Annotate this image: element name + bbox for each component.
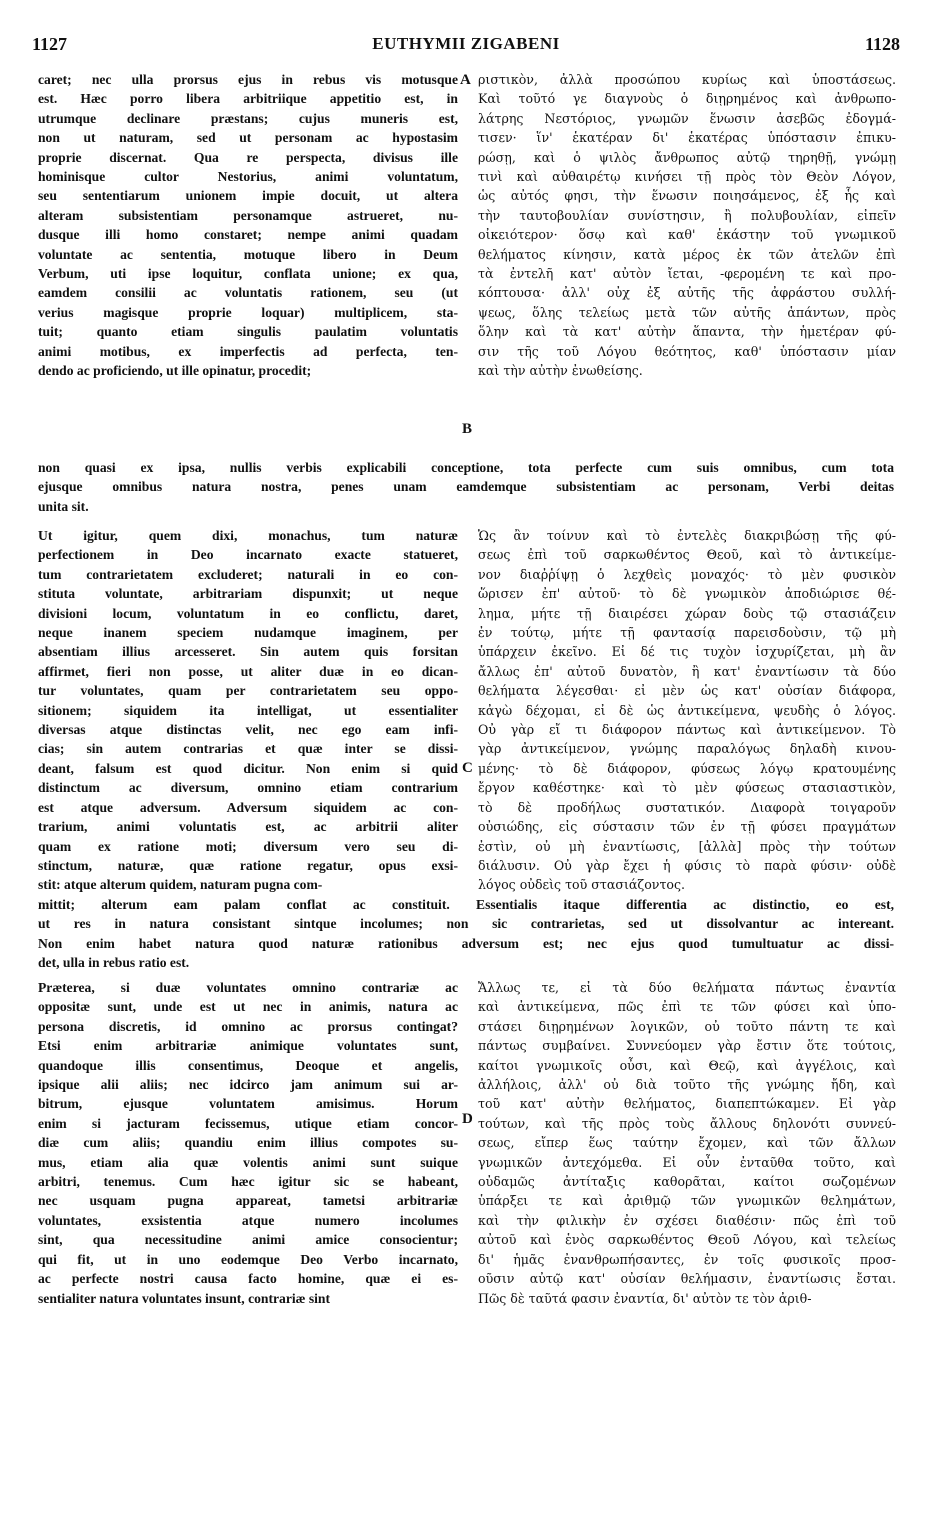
- text-line: Ὡς ἂν τοίνυν καὶ τὸ ἐντελὲς διακριβώσῃ τῆς φύ-: [478, 528, 896, 543]
- text-line: Ut igitur, quem dixi, monachus, tum naturæ: [38, 528, 458, 543]
- text-line: absentiam illius arcesseret. Sin autem quis forsitan: [38, 644, 458, 660]
- text-line: mus, etiam alia quæ volentis animi sunt suique: [38, 1154, 458, 1170]
- text-line: proprie discernat. Qua re perspecta, divisus ille: [38, 149, 458, 165]
- text-line: cias; sin autem contrarias et quæ inter se dissi-: [38, 741, 458, 757]
- text-line: οὐσιώδης, εἰς σύστασιν τῶν ἐν τῇ φύσει πραγμάτων: [478, 819, 896, 835]
- text-line: ρώσῃ, καὶ ὁ ψιλὸς ἄνθρωπος αὐτῷ τηρηθῇ, γνώμῃ: [478, 149, 896, 165]
- text-line: distinctum ac diversum, omnino etiam contrarium: [38, 780, 458, 796]
- greek-column-3: [478, 978, 896, 1308]
- text-line: divisioni locum, voluntatum in eo conflictu, daret,: [38, 605, 458, 621]
- text-line: θελήματος κίνησιν, κατὰ μέρος ἐκ τῶν ἀτελῶν ἐπὶ: [478, 246, 896, 262]
- text-line: animi motibus, ex imperfectis ad perfecta, ten-: [38, 343, 458, 359]
- section-marker-d: D: [462, 1111, 473, 1127]
- text-line: quam ex ratione moti; diversum vero seu di-: [38, 838, 458, 854]
- text-line: ac perfecte nostri causa facto homine, quæ ei es-: [38, 1271, 458, 1287]
- text-line: λόγος οὐδεὶς τοῦ στασιάζοντος.: [478, 877, 686, 893]
- text-line: neque inanem speciem nudamque imaginem, per: [38, 625, 458, 641]
- text-line: νον διαῤῥίψῃ ὁ λεχθεὶς μοναχός· τὸ μὲν φυσικὸν: [478, 566, 896, 582]
- text-line: hominisque cultor Nestorius, animi voluntatum,: [38, 169, 458, 185]
- text-line: non ut naturam, sed ut personam ac hypostasim: [38, 130, 458, 146]
- text-line: bitrum, ejusque voluntatem amisimus. Horum: [38, 1096, 458, 1112]
- text-line: ἔργον καθέστηκε· καὶ τὸ μὲν φύσεως στασιαστικὸν,: [478, 780, 896, 796]
- text-line: alteram subsistentiam personamque astrueret, nu-: [38, 207, 458, 223]
- text-line: καὶ τὴν φιλικὴν ἐν σχέσει διαθέσιν· πῶς ἐπὶ τοῦ: [478, 1212, 896, 1228]
- text-line: voluntates, exsistentia atque numero incolumes: [38, 1212, 458, 1228]
- text-line: τούτων, καὶ τῆς πρὸς τοὺς ἄλλους δηλονότι συννεύ-: [478, 1115, 896, 1131]
- text-line: det, ulla in rebus ratio est.: [38, 955, 190, 971]
- page-number-right: 1128: [864, 34, 900, 54]
- text-line: unita sit.: [38, 498, 89, 514]
- section-marker-a: A: [460, 72, 471, 88]
- text-line: ὅλην καὶ τὰ κατ' αὐτὴν ἅπαντα, τὴν ἡμετέραν φύ-: [478, 324, 896, 340]
- text-line: non quasi ex ipsa, nullis verbis explicabili conceptione, tota perfecte cum suis omnibus, cum tota: [38, 460, 894, 475]
- text-line: τινὶ καὶ αὐθαιρέτῳ κινήσει τῇ πρὸς τὸν Θεὸν Λόγον,: [478, 169, 896, 185]
- text-line: persona discretis, id omnino ac prorsus contingat?: [38, 1018, 458, 1034]
- text-line: qui fit, ut in uno eodemque Deo Verbo incarnato,: [38, 1251, 458, 1267]
- text-line: αὐτοῦ καὶ ἑνὸς σαρκωθέντος Θεοῦ Λόγου, καὶ τελείως: [478, 1232, 896, 1248]
- text-line: tuit; quanto etiam singulis paulatim voluntatis: [38, 324, 458, 340]
- text-line: ὡς αὐτός φησι, τὴν ἕνωσιν ποιησάμενος, ἐξ ἧς καὶ: [478, 188, 896, 204]
- text-line: Verbum, uti ipse loquitur, conflata unione; ex qua,: [38, 266, 458, 282]
- latin-column-3: [38, 978, 458, 1308]
- latin-column-1: [38, 70, 458, 381]
- text-line: diæ cum aliis; quandiu enim illius compotes su-: [38, 1135, 458, 1151]
- text-line: stit: atque alterum quidem, naturam pugna com-: [38, 877, 323, 893]
- text-line: est atque adversum. Adversum siquidem ac con-: [38, 799, 458, 815]
- text-line: τὸ δὲ προδήλως συστατικόν. Διαφορὰ τοιγαροῦν: [478, 799, 896, 815]
- text-line: mittit; alterum eam palam conflat ac constituit. Essentialis itaque differentia ac distinctio, eo est,: [38, 897, 894, 912]
- text-line: καὶ ἀντικείμενα, πῶς ἐπὶ τε τῶν φύσει καὶ ὑπο-: [478, 999, 896, 1015]
- text-line: πάντως συμβαίνει. Συννεύομεν γὰρ ἔστιν ὅτε τούτοις,: [478, 1038, 896, 1054]
- text-line: γὰρ ἀντικείμενον, γνώμης παραλόγως δηλαδὴ κινου-: [478, 741, 896, 757]
- text-line: οῦσιν αὐτῷ κατ' οὐσίαν θελήμασιν, ἐναντίωσις ἔσται.: [478, 1271, 896, 1287]
- text-line: ἀλλήλοις, ἀλλ' οὐ διὰ τοῦτο τῆς γνώμης ἤδη, καὶ: [478, 1077, 896, 1093]
- text-line: dendo ac proficiendo, ut ille opinatur, procedit;: [38, 363, 312, 379]
- text-line: ἐστὶν, οὐ μὴ ἐναντίωσις, [ἀλλὰ] πρὸς τὴν τούτων: [478, 838, 896, 854]
- text-line: Non enim habet natura quod naturæ rationibus adversum est; nec ejus quod tumultuatur ac dissi-: [38, 935, 894, 951]
- text-line: ὑπάρχειν ἐκεῖνο. Εἰ δέ τις τυχὸν ἰσχυρίζεται, μὴ ἂν: [478, 644, 896, 660]
- greek-column-2: [478, 526, 896, 895]
- text-line: eamdem consilii ac voluntatis rationem, seu (ut: [38, 285, 458, 301]
- text-line: ἐν τούτῳ, μήτε τῇ φαντασίᾳ παρεισδοὺσιν, τῷ μὴ: [478, 625, 896, 641]
- text-line: diversas atque distinctas velit, nec ego eam infi-: [38, 722, 458, 738]
- text-line: ριστικὸν, ἀλλὰ προσώπου κυρίως καὶ ὑποστάσεως.: [478, 72, 896, 87]
- full-width-text-2: [38, 895, 894, 973]
- text-line: σεως, εἴπερ ἕως ταύτην ἔχομεν, καὶ τῶν ἄλλων: [478, 1135, 896, 1151]
- text-line: stinctum, naturæ, quæ ratione regatur, opus exsi-: [38, 857, 458, 873]
- text-line: καίτοι γνωμικοῖς οὖσι, καὶ Θεῷ, καὶ ἀγγέλοις, καὶ: [478, 1057, 896, 1073]
- text-line: utrumque declinare præstans; cujus muneris est,: [38, 110, 458, 126]
- text-line: κἀγὼ δέχομαι, εἰ δὲ ὡς ἀντικείμενα, ψευδὴς ὁ λόγος.: [478, 702, 896, 718]
- text-line: γνωμικῶν ἀντεχόμεθα. Εἰ οὖν ἐνταῦθα τοῦτο, καὶ: [478, 1154, 896, 1170]
- text-line: θελήματα λέγεσθαι· εἰ μὲν ὡς κατ' οὐσίαν διάφορα,: [478, 683, 896, 699]
- text-line: ipsique alii aliis; nec idcirco jam animum sui ar-: [38, 1077, 458, 1093]
- text-line: διάλυσιν. Οὐ γὰρ ἔχει ἡ φύσις τὸ παρὰ φύσιν· οὐδὲ: [478, 857, 896, 873]
- text-line: arbitri, tenemus. Cum hæc igitur sic se habeant,: [38, 1174, 458, 1190]
- text-line: Præterea, si duæ voluntates omnino contrariæ ac: [38, 980, 458, 995]
- text-line: sentialiter natura voluntates insunt, contrariæ sint: [38, 1290, 331, 1306]
- text-line: οὐδαμῶς ἀντίταξις καθορᾶται, καίτοι σωζομένων: [478, 1174, 896, 1190]
- greek-column-1: [478, 70, 896, 381]
- text-line: κόπτουσα· ἀλλ' οὐχ ἐξ αὐτῆς τῆς ἀφράστου συλλή-: [478, 285, 896, 301]
- text-line: ψεως, ὅλης τελείως μετὰ τῶν αὐτῆς ἁπάντων, πρὸς: [478, 304, 896, 320]
- text-line: perfectionem in Deo incarnato exacte statueret,: [38, 547, 458, 563]
- text-line: Etsi enim arbitrariæ animique voluntates sunt,: [38, 1038, 458, 1054]
- text-line: seu sententiarum unionem impie docuit, ut altera: [38, 188, 458, 204]
- text-line: sitionem; siquidem ita intelligat, ut essentialiter: [38, 702, 458, 718]
- text-line: affirmet, fieri non posse, ut aliter duæ in eo dican-: [38, 663, 458, 679]
- text-line: σιν τῆς τοῦ Λόγου θεότητος, καθ' ὑπόστασιν μίαν: [478, 343, 896, 359]
- text-line: Πῶς δὲ ταῦτά φασιν ἐναντία, δι' αὐτὸν τε τὸν ἀριθ-: [478, 1290, 812, 1306]
- text-line: ὑπάρξει τε καὶ ἀριθμῷ τῶν γνωμικῶν θελημάτων,: [478, 1193, 896, 1209]
- section-marker-c: C: [462, 760, 473, 776]
- text-line: ἄλλως ἐπ' αὐτοῦ δυνατὸν, ἢ κατ' ἐναντίωσιν τὰ δύο: [478, 663, 896, 679]
- text-line: trarium, animi voluntatis est, ac arbitrii aliter: [38, 819, 458, 835]
- text-line: deant, falsum est quod dicitur. Non enim si quid: [38, 760, 458, 776]
- text-line: οἰκειότερον· ὅσῳ καὶ καθ' ἑκάστην τοῦ γνωμικοῦ: [478, 227, 896, 243]
- text-line: λάτρης Νεστόριος, γνωμῶν ἕνωσιν ἀσεβῶς ἐδογμά-: [478, 110, 896, 126]
- text-line: voluntate ac sententia, motuque libero in Deum: [38, 246, 458, 262]
- text-line: verius magisque proprie loquar) multiplicem, sta-: [38, 304, 458, 320]
- text-line: stituta voluntate, arbitrariam dispunxit; ut neque: [38, 586, 458, 602]
- text-line: dusque illi homo constaret; nempe animi quadam: [38, 227, 458, 243]
- text-line: caret; nec ulla prorsus ejus in rebus vis motusque: [38, 72, 458, 87]
- text-line: enim si jacturam fecissemus, utique etiam concor-: [38, 1115, 458, 1131]
- text-line: μένης· τὸ δὲ διάφορον, φύσεως λόγῳ κρατουμένης: [478, 760, 896, 776]
- text-line: tur voluntates, quam per contrarietatem seu oppo-: [38, 683, 458, 699]
- page-number-left: 1127: [32, 34, 68, 54]
- text-line: Καὶ τοῦτό γε διαγνοὺς ὁ διῃρημένος καὶ ἀνθρωπο-: [478, 91, 896, 107]
- text-line: Ἄλλως τε, εἰ τὰ δύο θελήματα πάντως ἐναντία: [478, 980, 896, 995]
- text-line: ὥρισεν ἐπ' αὐτοῦ· τὸ δὲ γνωμικὸν ἀποδιώρισε θέ-: [478, 586, 896, 602]
- text-line: σεως ἐπὶ τοῦ σαρκωθέντος Θεοῦ, καὶ τὸ ἀντικείμε-: [478, 547, 896, 563]
- text-line: καὶ τὴν αὐτὴν ἐνωθείσης.: [478, 363, 643, 379]
- text-line: τὰ ἐντελῆ κατ' αὐτὸν ἴεται, -φερομένη τε καὶ προ-: [478, 266, 896, 282]
- text-line: sint, qua necessitudine animi amice consocientur;: [38, 1232, 458, 1248]
- full-width-text-1: [38, 458, 894, 516]
- text-line: Οὐ γὰρ εἴ τι διάφορον πάντως καὶ ἀντικείμενον. Τὸ: [478, 722, 896, 738]
- text-line: nec usquam pugna appareat, tametsi arbitrariæ: [38, 1193, 458, 1209]
- page-header: [32, 30, 900, 56]
- text-line: oppositæ sunt, unde est ut nec in animis, natura ac: [38, 999, 458, 1015]
- text-line: τοῦ κατ' αὐτὴν θελήματος, διαπεπτώκαμεν. Εἰ γὰρ: [478, 1096, 896, 1112]
- section-marker-b: B: [462, 421, 473, 437]
- text-line: τὴν ταυτοβουλίαν συνίστησιν, ἢ πολυβουλίαν, εἰπεῖν: [478, 207, 896, 223]
- latin-column-2: [38, 526, 458, 895]
- running-title: EUTHYMII ZIGABENI: [372, 34, 560, 53]
- text-line: τισεν· ἵν' ἑκατέραν δι' ἑκατέρας ὑπόστασιν ἐπικυ-: [478, 130, 896, 146]
- text-line: ut res in natura consistant sintque incolumes; non sic contrarietas, sed ut dissolvantur ac intereant.: [38, 916, 894, 932]
- text-line: quandoque illis consentimus, Deoque et angelis,: [38, 1057, 458, 1073]
- text-line: στάσει διῃρημένων λογικῶν, οὐ τοῦτο πάντη τε καὶ: [478, 1018, 896, 1034]
- text-line: tum contrarietatem excluderet; naturali in eo con-: [38, 566, 458, 582]
- text-line: est. Hæc porro libera arbitriique appetitio est, in: [38, 91, 458, 107]
- text-line: λημα, μήτε τῇ διαιρέσει χώραν δοὺς τῷ στασιάζειν: [478, 605, 896, 621]
- text-line: δι' ἡμᾶς ἐνανθρωπήσαντες, ἐν τοῖς φυσικοῖς προσ-: [478, 1251, 896, 1267]
- text-line: ejusque omnibus natura nostra, penes unam eamdemque subsistentiam ac personam, Verbi deitas: [38, 479, 894, 495]
